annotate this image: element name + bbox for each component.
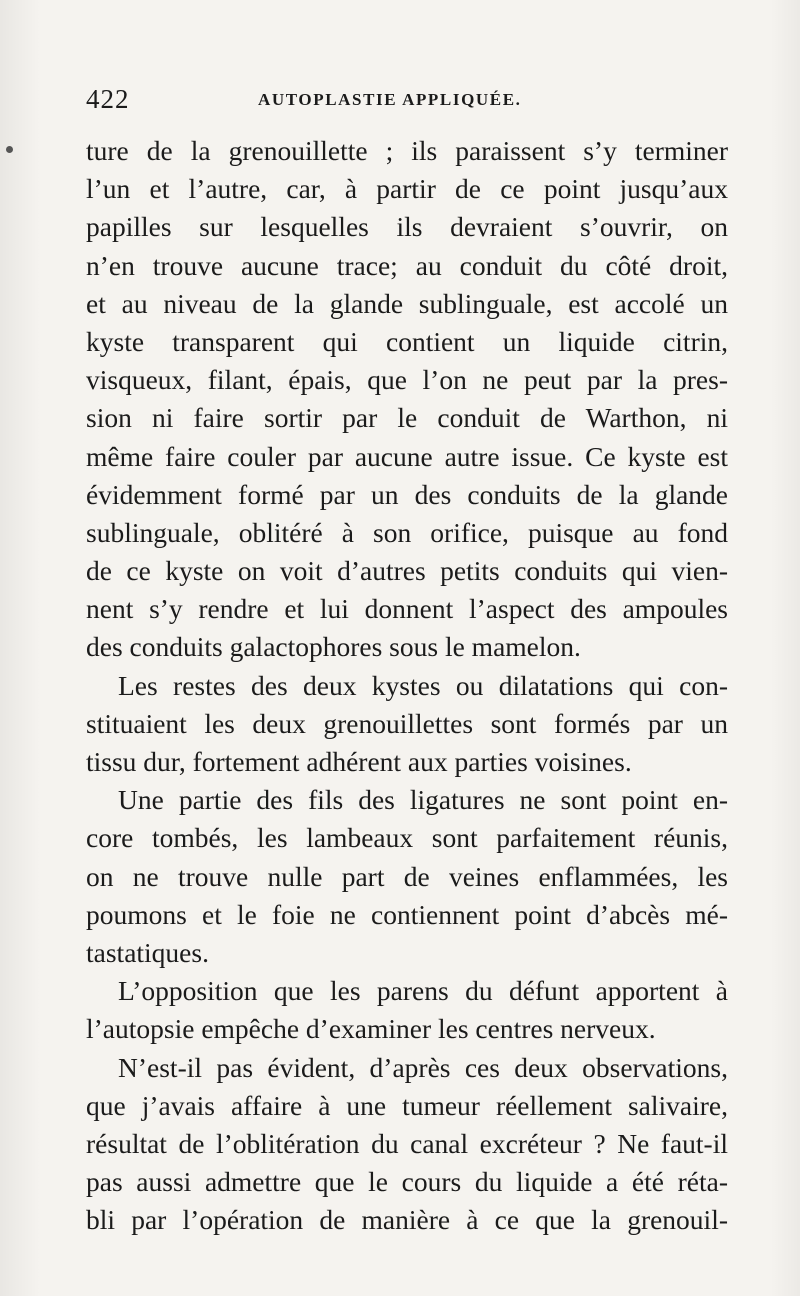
page-header xyxy=(86,84,726,118)
text-line: tastatiques. xyxy=(86,936,209,968)
text-line: papilles sur lesquelles ils devraient s’ouvrir, on xyxy=(86,211,728,243)
text-line: sion ni faire sortir par le conduit de Warthon, ni xyxy=(86,402,728,434)
text-line: évidemment formé par un des conduits de la glande xyxy=(86,478,728,510)
text-line: Les restes des deux kystes ou dilatations qui con- xyxy=(118,669,728,701)
text-line: stituaient les deux grenouillettes sont formés par un xyxy=(86,707,728,739)
page-number: 422 xyxy=(86,84,130,114)
text-line: kyste transparent qui contient un liquide citrin, xyxy=(86,325,728,357)
text-line: n’en trouve aucune trace; au conduit du côté droit, xyxy=(86,249,728,281)
text-line: on ne trouve nulle part de veines enflammées, les xyxy=(86,860,728,892)
text-line: des conduits galactophores sous le mamelon. xyxy=(86,631,581,663)
text-line: pas aussi admettre que le cours du liquide a été réta- xyxy=(86,1166,728,1198)
text-line: nent s’y rendre et lui donnent l’aspect des ampoules xyxy=(86,593,728,625)
text-line: et au niveau de la glande sublinguale, est accolé un xyxy=(86,287,728,319)
text-line: ture de la grenouillette ; ils paraissent s’y terminer xyxy=(86,135,728,166)
running-title: AUTOPLASTIE APPLIQUÉE. xyxy=(258,90,522,109)
text-line: Une partie des fils des ligatures ne sont point en- xyxy=(118,784,728,816)
margin-ink-dot xyxy=(6,146,13,153)
text-line: même faire couler par aucune autre issue. Ce kyste est xyxy=(86,440,728,472)
text-line: bli par l’opération de manière à ce que la grenouil- xyxy=(86,1204,728,1236)
text-line: que j’avais affaire à une tumeur réellement salivaire, xyxy=(86,1089,728,1121)
text-line: poumons et le foie ne contiennent point d’abcès mé- xyxy=(86,898,728,930)
text-line: de ce kyste on voit d’autres petits conduits qui vien- xyxy=(86,555,728,587)
text-line: L’opposition que les parens du défunt apportent à xyxy=(118,975,728,1007)
text-line: core tombés, les lambeaux sont parfaitement réunis, xyxy=(86,822,728,854)
text-line: résultat de l’oblitération du canal excréteur ? Ne faut-il xyxy=(86,1127,728,1159)
text-line: l’autopsie empêche d’examiner les centres nerveux. xyxy=(86,1013,656,1045)
text-line: tissu dur, fortement adhérent aux parties voisines. xyxy=(86,746,632,777)
text-line: sublinguale, oblitéré à son orifice, puisque au fond xyxy=(86,516,728,548)
text-line: visqueux, filant, épais, que l’on ne peut par la pres- xyxy=(86,364,728,396)
text-line: l’un et l’autre, car, à partir de ce point jusqu’aux xyxy=(86,173,728,205)
text-line: N’est-il pas évident, d’après ces deux observations, xyxy=(118,1051,728,1083)
body-text xyxy=(86,132,728,1239)
